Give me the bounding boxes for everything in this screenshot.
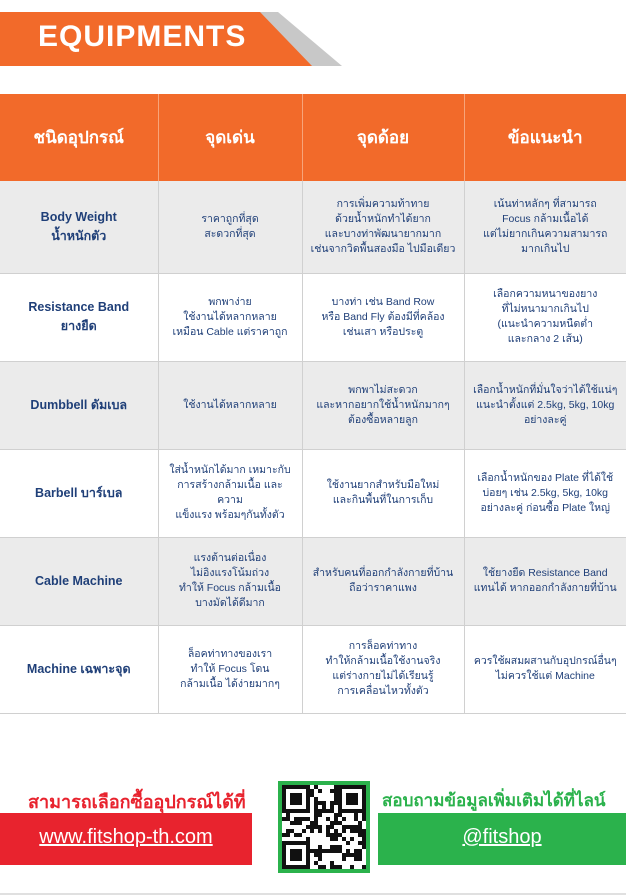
equipment-name: Dumbbell ดัมเบล — [0, 361, 158, 449]
table-row — [0, 181, 626, 273]
tips-cell: เลือกน้ำหนักที่มั่นใจว่าได้ใช้แน่ๆ แนะนำตั้งแต่ 2.5kg, 5kg, 10kg อย่างละคู่ — [464, 361, 626, 449]
tips-cell: เลือกความหนาของยาง ที่ไม่หนามากเกินไป (แนะนำความหนืดต่ำ และกลาง 2 เส้น) — [464, 273, 626, 361]
tips-cell: เลือกน้ำหนักของ Plate ที่ได้ใช้ บ่อยๆ เช่น 2.5kg, 5kg, 10kg อย่างละคู่ ก่อนซื้อ Plate ใหญ่ — [464, 449, 626, 537]
pros-cell: แรงต้านต่อเนื่อง ไม่อิงแรงโน้มถ่วง ทำให้ Focus กล้ามเนื้อ บางมัดได้ดีมาก — [158, 537, 302, 625]
column-header-cons: จุดด้อย — [302, 94, 464, 181]
equipment-name: Cable Machine — [0, 537, 158, 625]
page-title: EQUIPMENTS — [38, 20, 247, 53]
equipment-name: Body Weight น้ำหนักตัว — [0, 181, 158, 273]
equipment-name: Barbell บาร์เบล — [0, 449, 158, 537]
pros-cell: ใช้งานได้หลากหลาย — [158, 361, 302, 449]
tips-cell: เน้นท่าหลักๆ ที่สามารถ Focus กล้ามเนื้อได้ แต่ไม่ยากเกินความสามารถ มากเกินไป — [464, 181, 626, 273]
table-row — [0, 537, 626, 625]
pros-cell: ล็อคท่าทางของเรา ทำให้ Focus โดน กล้ามเนื้อ ได้ง่ายมากๆ — [158, 625, 302, 713]
column-header-pros: จุดเด่น — [158, 94, 302, 181]
qr-code-graphic — [282, 785, 366, 869]
equipment-name: Machine เฉพาะจุด — [0, 625, 158, 713]
table-header-row — [0, 94, 626, 181]
table-row — [0, 361, 626, 449]
table-row — [0, 273, 626, 361]
line-id-link[interactable]: @fitshop — [462, 826, 542, 848]
pros-cell: พกพาง่าย ใช้งานได้หลากหลาย เหมือน Cable แต่ราคาถูก — [158, 273, 302, 361]
equipment-name: Resistance Band ยางยืด — [0, 273, 158, 361]
pros-cell: ราคาถูกที่สุด สะดวกที่สุด — [158, 181, 302, 273]
shop-cta-title: สามารถเลือกซื้ออุปกรณ์ได้ที่ — [28, 792, 246, 812]
column-header-tips: ข้อแนะนำ — [464, 94, 626, 181]
cons-cell: สำหรับคนที่ออกกำลังกายที่บ้าน ถือว่าราคาแพง — [302, 537, 464, 625]
shop-website-link[interactable]: www.fitshop-th.com — [39, 826, 213, 848]
equipment-table — [0, 94, 626, 714]
header-banner — [0, 0, 626, 94]
table-row — [0, 625, 626, 713]
table-row — [0, 449, 626, 537]
cons-cell: ใช้งานยากสำหรับมือใหม่ และกินพื้นที่ในการเก็บ — [302, 449, 464, 537]
pros-cell: ใส่น้ำหนักได้มาก เหมาะกับ การสร้างกล้ามเนื้อ และความ แข็งแรง พร้อมๆกันทั้งตัว — [158, 449, 302, 537]
cons-cell: บางท่า เช่น Band Row หรือ Band Fly ต้องมีที่คล้อง เช่นเสา หรือประตู — [302, 273, 464, 361]
cons-cell: การเพิ่มความท้าทาย ด้วยน้ำหนักทำได้ยาก และบางท่าพัฒนายากมาก เช่นจากวิดพื้นสองมือ ไปมือเดียว — [302, 181, 464, 273]
tips-cell: ควรใช้ผสมผสานกับอุปกรณ์อื่นๆ ไม่ควรใช้แต่ Machine — [464, 625, 626, 713]
cons-cell: การล็อคท่าทาง ทำให้กล้ามเนื้อใช้งานจริง แต่ร่างกายไม่ได้เรียนรู้ การเคลื่อนไหวทั้งตัว — [302, 625, 464, 713]
column-header-type: ชนิดอุปกรณ์ — [0, 94, 158, 181]
qr-code-icon[interactable] — [278, 781, 370, 873]
tips-cell: ใช้ยางยืด Resistance Band แทนได้ หากออกกำลังกายที่บ้าน — [464, 537, 626, 625]
cons-cell: พกพาไม่สะดวก และหากอยากใช้น้ำหนักมากๆ ต้องซื้อหลายลูก — [302, 361, 464, 449]
line-cta-title: สอบถามข้อมูลเพิ่มเติมได้ที่ไลน์ — [382, 791, 606, 810]
